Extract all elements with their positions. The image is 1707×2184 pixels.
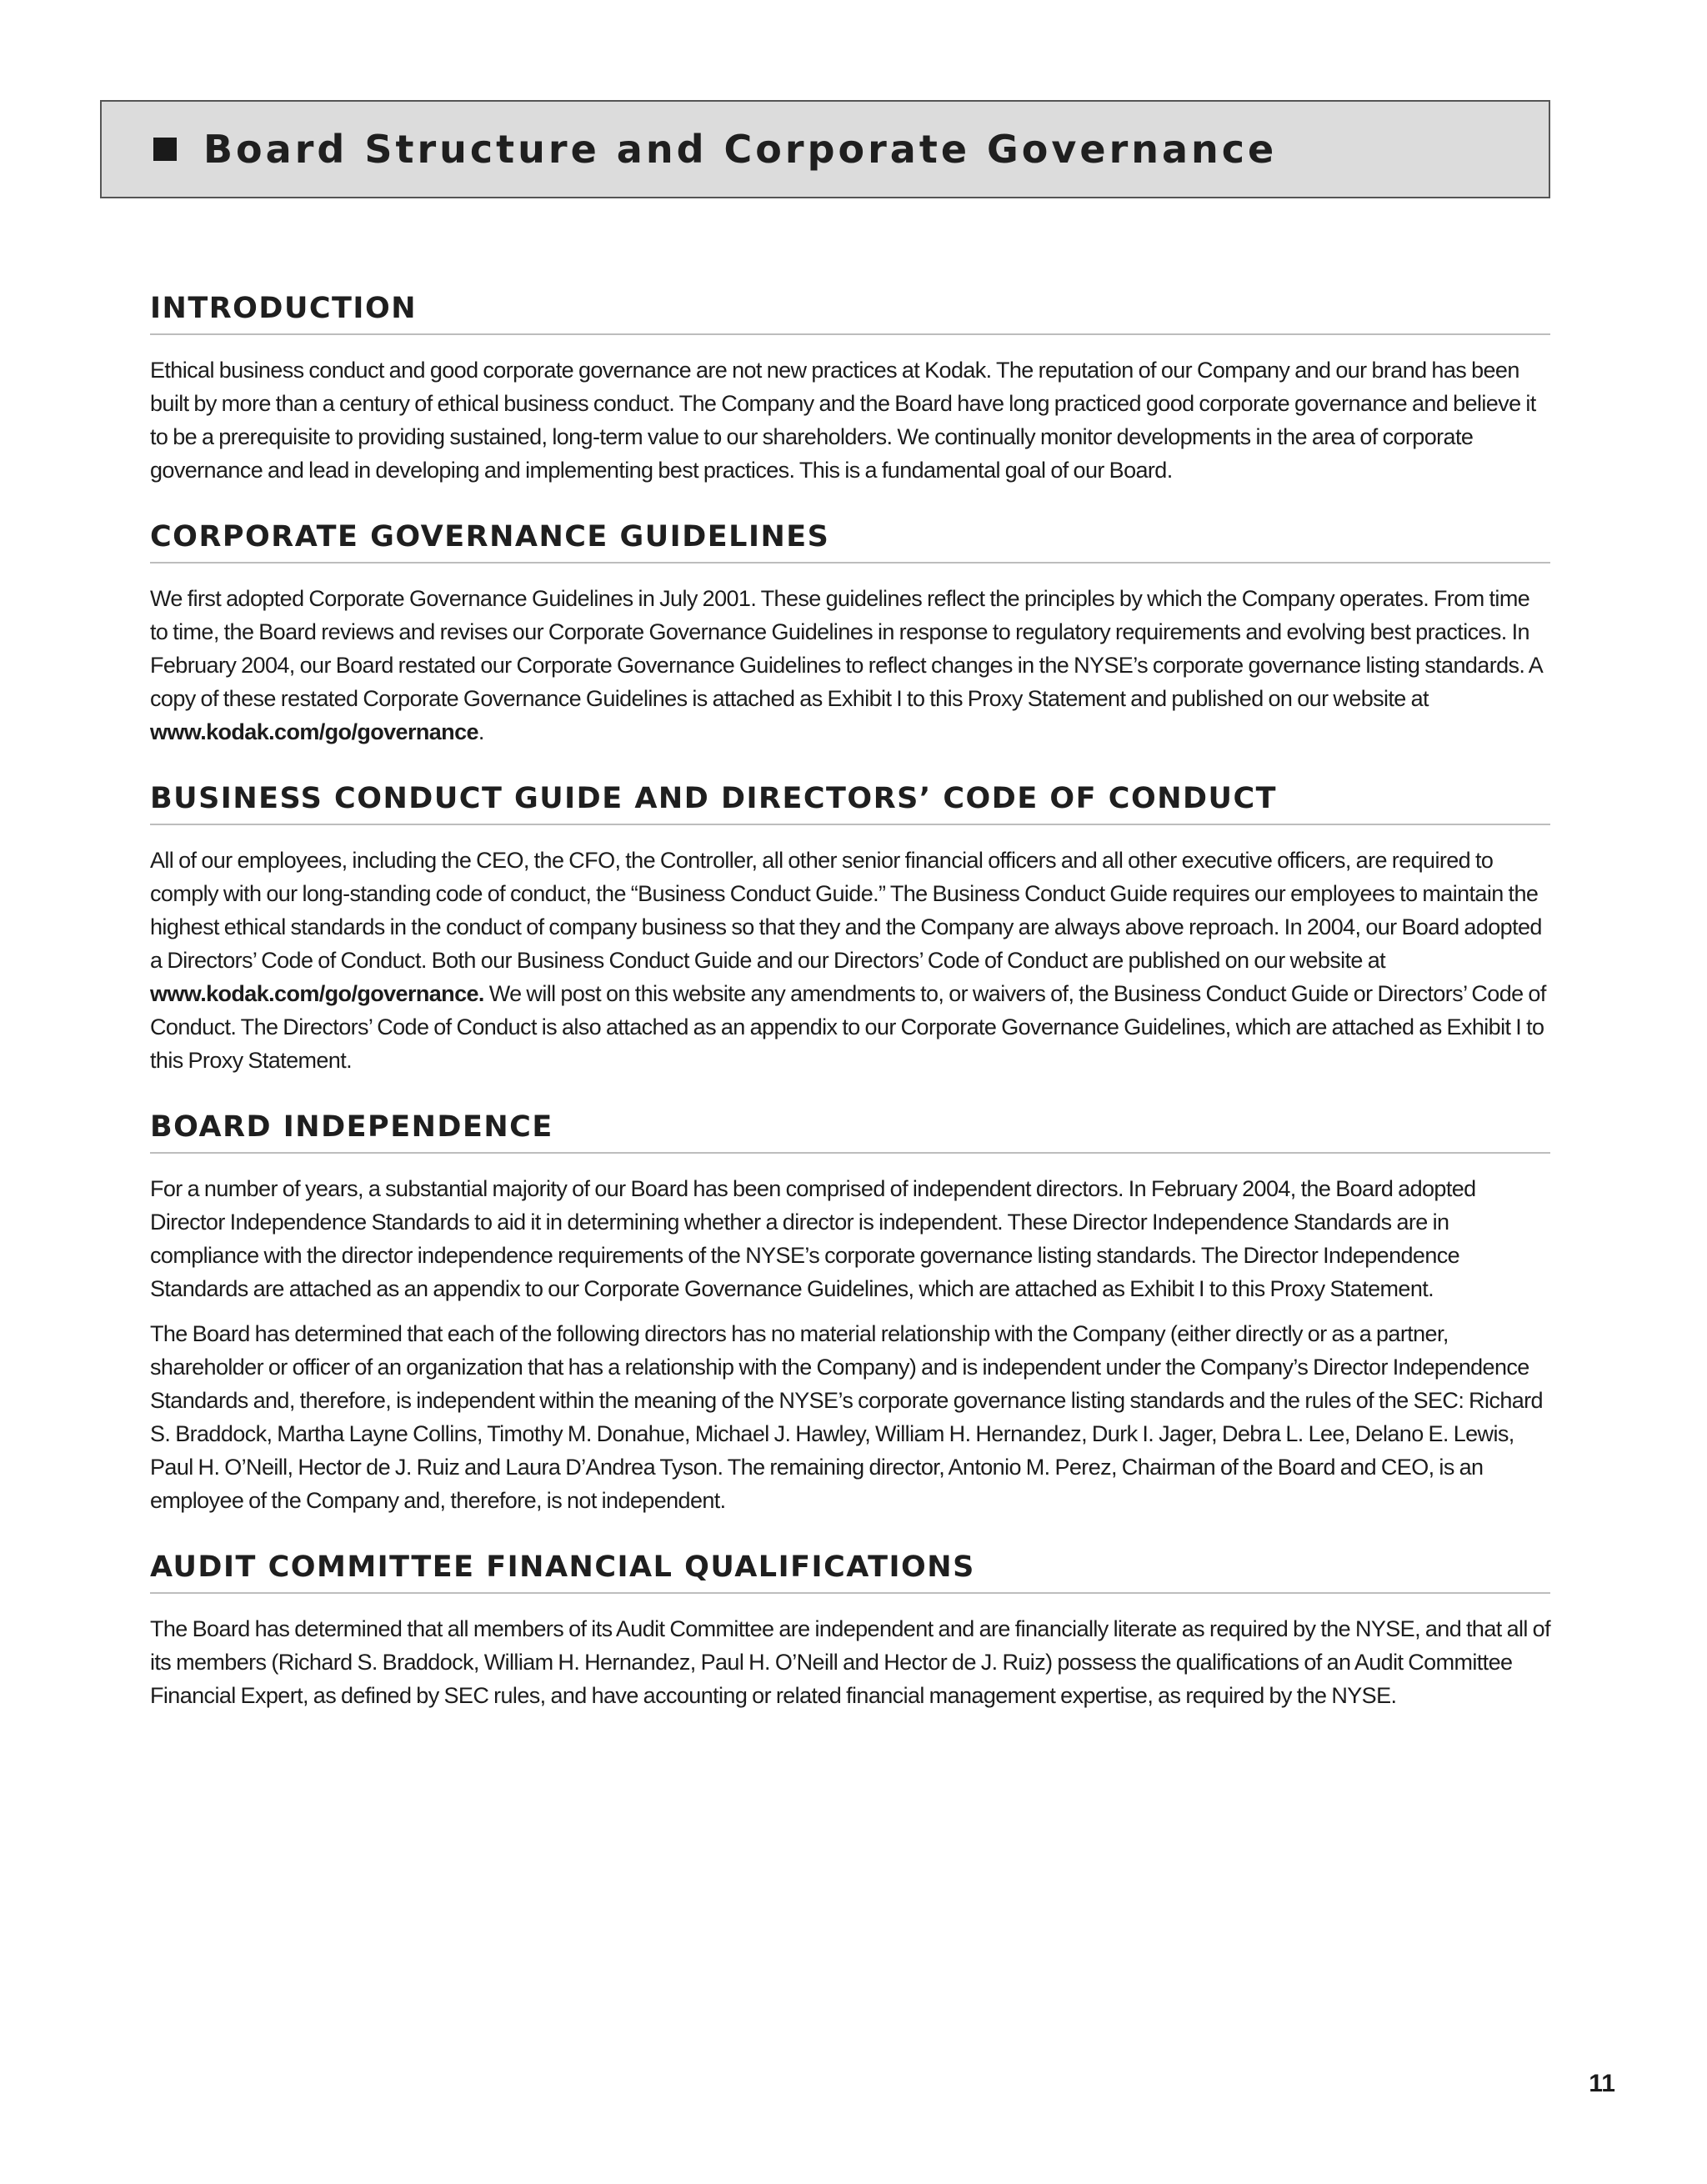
banner-title: Board Structure and Corporate Governance: [203, 127, 1278, 172]
section-heading: BOARD INDEPENDENCE: [150, 1110, 1550, 1154]
paragraph: For a number of years, a substantial majority of our Board has been comprised of independent directors. In February 2004, the Board adopted Director Independence Standards to aid it in determining whether a director is independent. These Director Independence Standards are in compliance with the director independence requirements of the NYSE’s corporate governance listing standards. The Director Independence Standards are attached as an appendix to our Corporate Governance Guidelines, which are attached as Exhibit I to this Proxy Statement.: [150, 1176, 1476, 1301]
section-board-independence: [150, 1110, 1550, 1517]
paragraph-text-end: We will post on this website any amendments to, or waivers of, the Business Conduct Guide or Directors’ Code of Conduct. The Directors’ Code of Conduct is also attached as an appendix to our Corporate Governance Guidelines, which are attached as Exhibit I to this Proxy Statement.: [150, 981, 1546, 1073]
section-heading: CORPORATE GOVERNANCE GUIDELINES: [150, 520, 1550, 564]
paragraph: [150, 844, 1550, 1077]
section-heading: BUSINESS CONDUCT GUIDE AND DIRECTORS’ CODE OF CONDUCT: [150, 782, 1550, 825]
paragraph: Ethical business conduct and good corporate governance are not new practices at Kodak. The reputation of our Company and our brand has been built by more than a century of ethical business conduct. The Company and the Board have long practiced good corporate governance and believe it to be a prerequisite to providing sustained, long-term value to our shareholders. We continually monitor developments in the area of corporate governance and lead in developing and implementing best practices. This is a fundamental goal of our Board.: [150, 358, 1536, 483]
paragraph: The Board has determined that all members of its Audit Committee are independent and are financially literate as required by the NYSE, and that all of its members (Richard S. Braddock, William H. Hernandez, Paul H. O’Neill and Hector de J. Ruiz) possess the qualifications of an Audit Committee Financial Expert, as defined by SEC rules, and have accounting or related financial management expertise, as required by the NYSE.: [150, 1616, 1551, 1708]
paragraph: [150, 582, 1550, 749]
paragraph-text: All of our employees, including the CEO, the CFO, the Controller, all other senior financial officers and all other executive officers, are required to comply with our long-standing code of conduct, the “Business Conduct Guide.” The Business Conduct Guide requires our employees to maintain the highest ethical standards in the conduct of company business so that they and the Company are always above reproach. In 2004, our Board adopted a Directors’ Code of Conduct. Both our Business Conduct Guide and our Directors’ Code of Conduct are published on our website at: [150, 848, 1542, 973]
section-heading: INTRODUCTION: [150, 292, 1550, 335]
section-introduction: [150, 292, 1550, 487]
section-banner: [100, 100, 1550, 198]
governance-website-link[interactable]: www.kodak.com/go/governance.: [150, 981, 484, 1006]
section-corporate-governance-guidelines: [150, 520, 1550, 749]
paragraph-text-end: .: [478, 719, 484, 744]
governance-website-link[interactable]: www.kodak.com/go/governance: [150, 719, 478, 744]
document-body: [150, 292, 1550, 1746]
section-heading: AUDIT COMMITTEE FINANCIAL QUALIFICATIONS: [150, 1550, 1550, 1594]
section-audit-committee-financial-qualifications: [150, 1550, 1550, 1712]
section-business-conduct-guide: [150, 782, 1550, 1077]
paragraph-text: We first adopted Corporate Governance Guidelines in July 2001. These guidelines reflect the principles by which the Company operates. From time to time, the Board reviews and revises our Corporate Governance Guidelines in response to regulatory requirements and evolving best practices. In February 2004, our Board restated our Corporate Governance Guidelines to reflect changes in the NYSE’s corporate governance listing standards. A copy of these restated Corporate Governance Guidelines is attached as Exhibit I to this Proxy Statement and published on our website at: [150, 586, 1542, 711]
paragraph: The Board has determined that each of the following directors has no material relationship with the Company (either directly or as a partner, shareholder or officer of an organization that has a relationship with the Company) and is independent under the Company’s Director Independence Standards and, therefore, is independent within the meaning of the NYSE’s corporate governance listing standards and the rules of the SEC: Richard S. Braddock, Martha Layne Collins, Timothy M. Donahue, Michael J. Hawley, William H. Hernandez, Durk I. Jager, Debra L. Lee, Delano E. Lewis, Paul H. O’Neill, Hector de J. Ruiz and Laura D’Andrea Tyson. The remaining director, Antonio M. Perez, Chairman of the Board and CEO, is an employee of the Company and, therefore, is not independent.: [150, 1321, 1543, 1513]
square-bullet-icon: [153, 138, 177, 161]
page-number: 11: [1589, 2070, 1615, 2097]
